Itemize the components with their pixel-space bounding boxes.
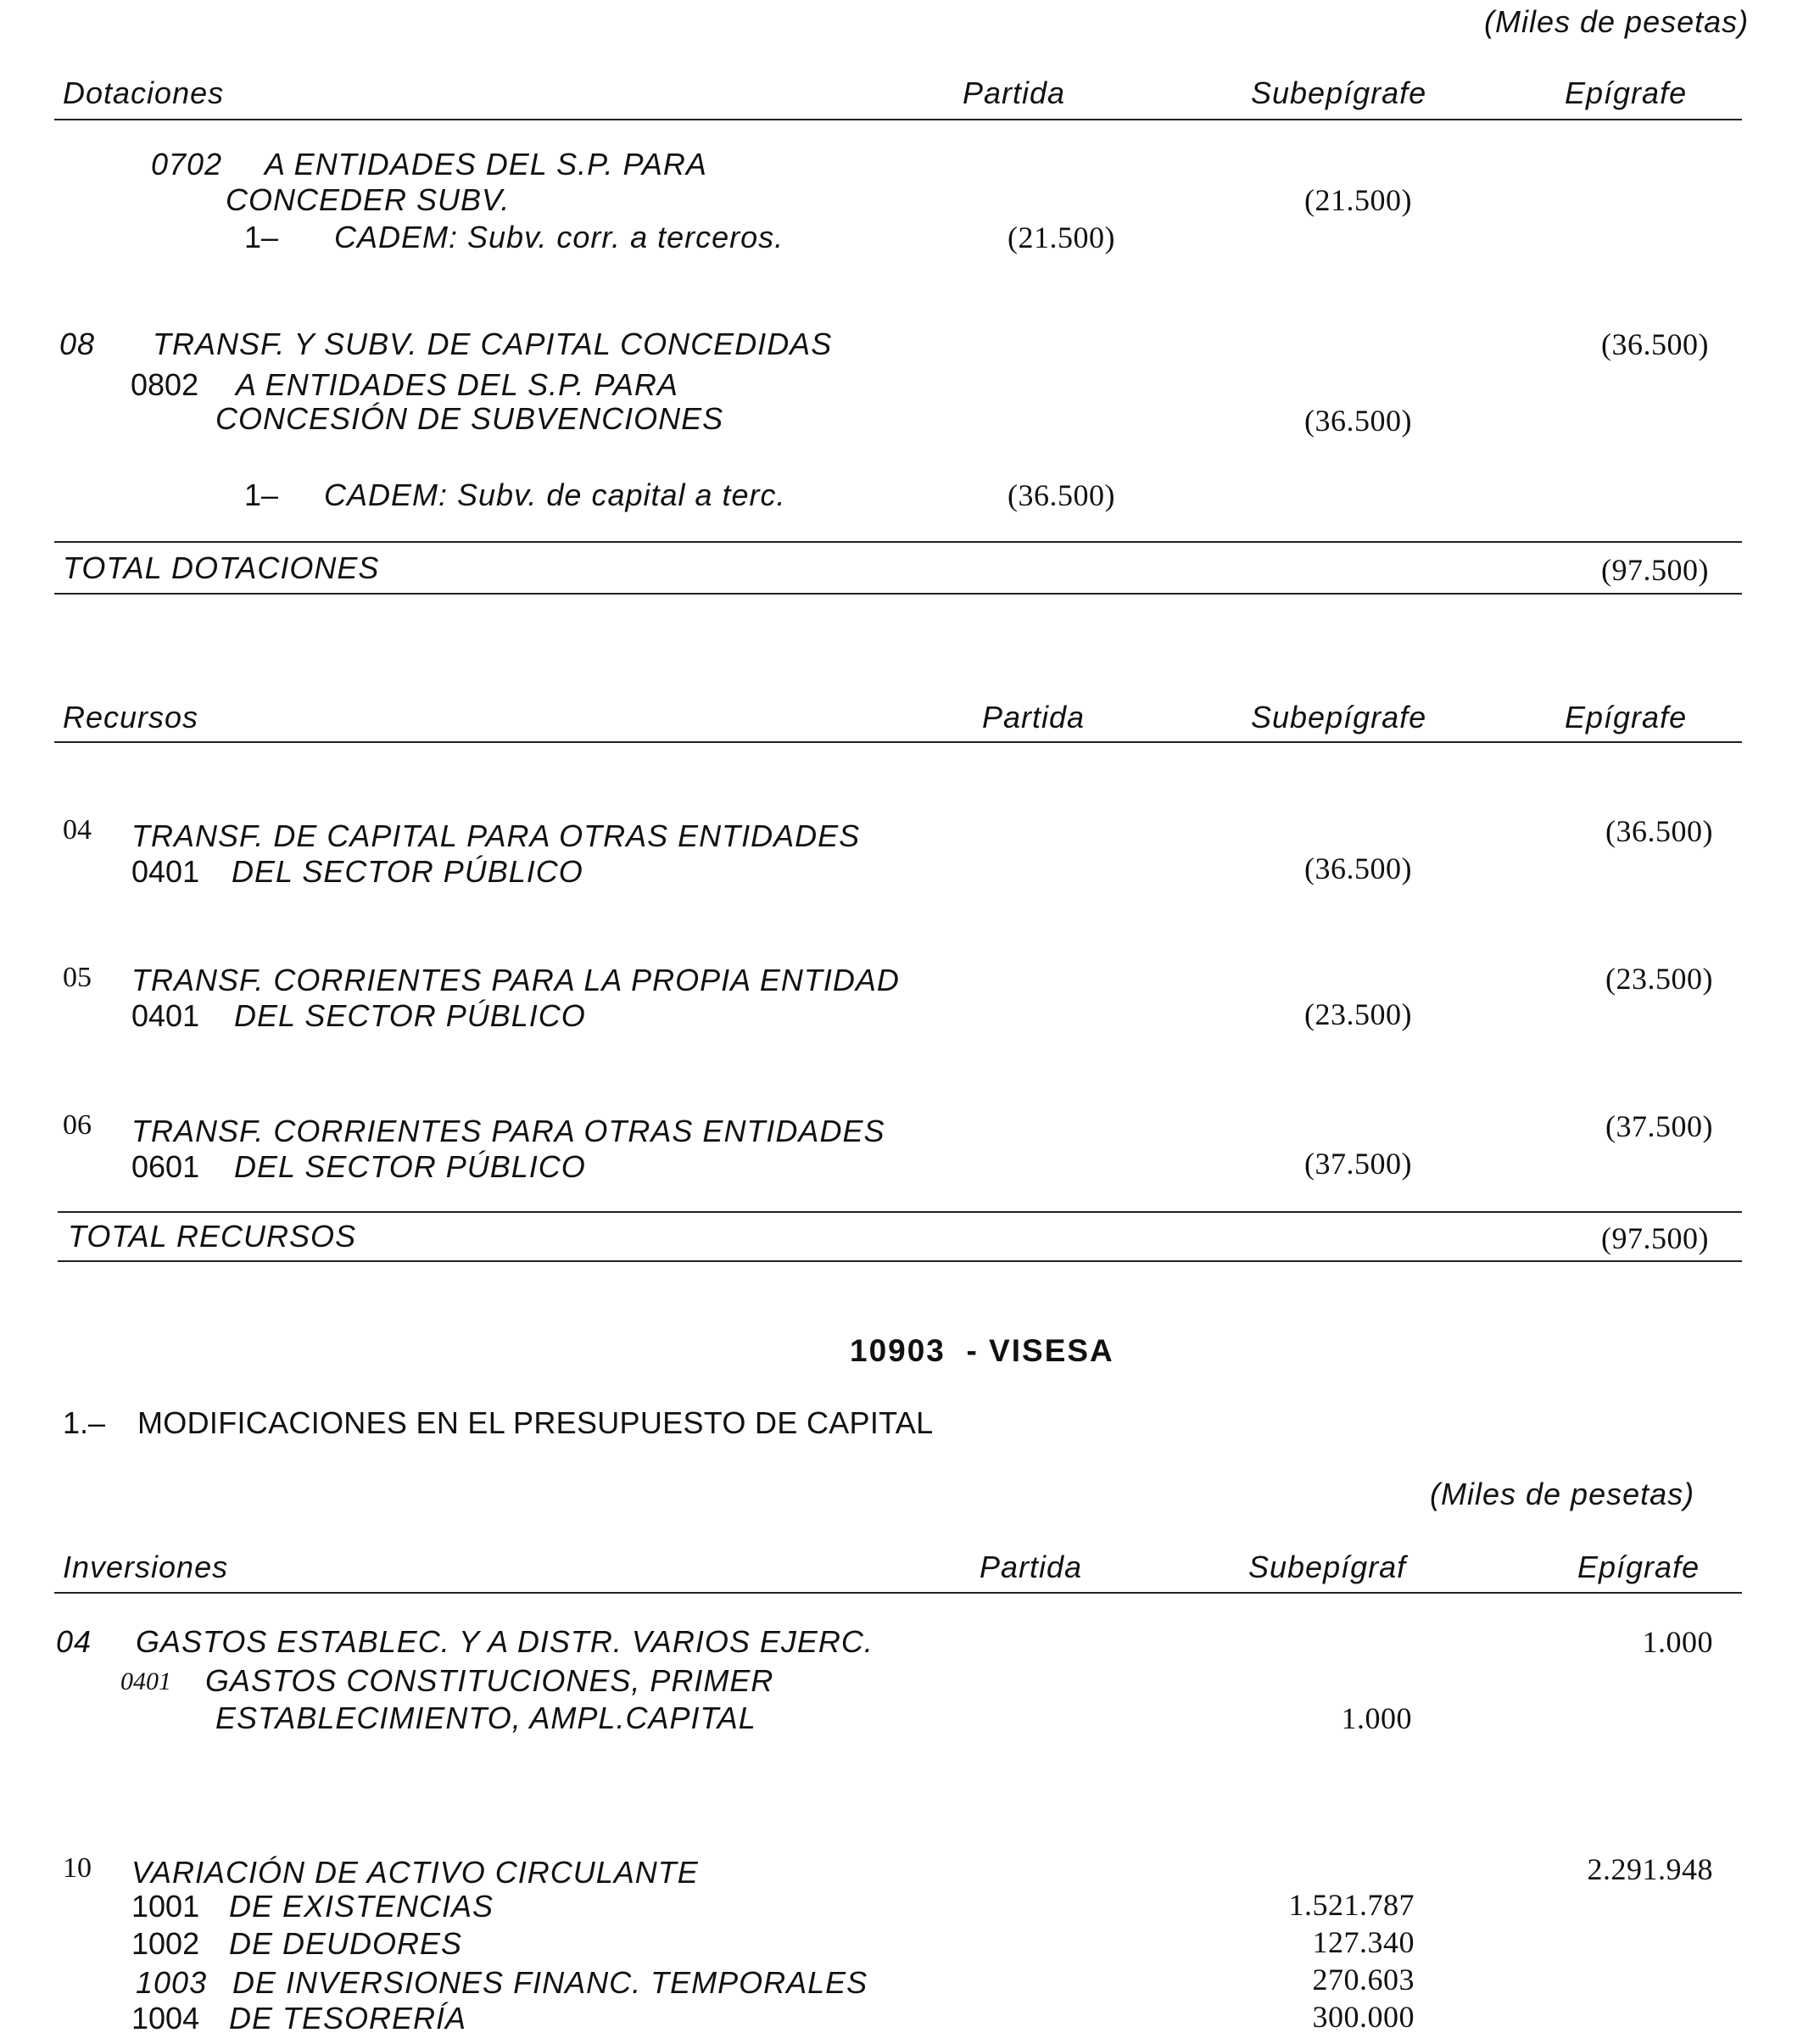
- subepigrafe-value: 270.603: [1312, 1963, 1415, 1997]
- row-label: CADEM: Subv. corr. a terceros.: [334, 220, 784, 254]
- row-code: 0802: [131, 367, 199, 402]
- item-code: 1002: [131, 1926, 200, 1961]
- partida-header: Partida: [980, 1550, 1083, 1584]
- epigrafe-header: Epígrafe: [1577, 1550, 1700, 1584]
- subepigrafe-value: 1.000: [1341, 1701, 1412, 1735]
- total-rule-top: [54, 541, 1742, 543]
- row-label: A ENTIDADES DEL S.P. PARA: [265, 147, 707, 182]
- subepigrafe-value: 300.000: [1312, 2000, 1415, 2034]
- row-code: 04: [63, 814, 92, 846]
- row-label: A ENTIDADES DEL S.P. PARA: [236, 367, 678, 402]
- row-label: TRANSF. Y SUBV. DE CAPITAL CONCEDIDAS: [153, 327, 833, 361]
- row-label: VARIACIÓN DE ACTIVO CIRCULANTE: [131, 1855, 699, 1890]
- sub-label-cont: ESTABLECIMIENTO, AMPL.CAPITAL: [215, 1701, 756, 1735]
- partida-value: (36.500): [1008, 478, 1115, 512]
- sub-label: DEL SECTOR PÚBLICO: [234, 998, 586, 1033]
- total-rule-top: [58, 1211, 1742, 1213]
- recursos-header: Recursos: [63, 700, 199, 734]
- item-label: DE TESORERÍA: [229, 2001, 467, 2036]
- item-label: DE EXISTENCIAS: [229, 1889, 494, 1924]
- sub-code: 0401: [120, 1667, 171, 1695]
- subepigrafe-header: Subepígraf: [1248, 1550, 1407, 1584]
- sub-label: DEL SECTOR PÚBLICO: [232, 854, 583, 889]
- total-dotaciones-label: TOTAL DOTACIONES: [63, 550, 380, 585]
- epigrafe-value: 1.000: [1642, 1625, 1713, 1659]
- epigrafe-value: 2.291.948: [1587, 1852, 1713, 1886]
- epigrafe-value: (37.500): [1605, 1109, 1713, 1143]
- item-code: 1001: [131, 1889, 200, 1924]
- subepigrafe-header: Subepígrafe: [1251, 75, 1427, 110]
- row-label: TRANSF. CORRIENTES PARA LA PROPIA ENTIDAD: [131, 963, 900, 997]
- sub-code: 0401: [131, 854, 200, 889]
- item-code: 1003: [136, 1965, 208, 2000]
- sub-code: 0401: [131, 998, 200, 1033]
- subepigrafe-value: 127.340: [1312, 1925, 1415, 1959]
- subepigrafe-value: (37.500): [1304, 1147, 1412, 1181]
- row-code: 10: [63, 1852, 92, 1884]
- row-label-cont: CONCESIÓN DE SUBVENCIONES: [215, 401, 724, 436]
- header-rule: [54, 119, 1742, 120]
- epigrafe-value: (36.500): [1605, 814, 1713, 848]
- row-code: 0702: [151, 147, 223, 182]
- row-code: 04: [56, 1624, 92, 1659]
- row-label: TRANSF. DE CAPITAL PARA OTRAS ENTIDADES: [131, 818, 861, 853]
- total-recursos-value: (97.500): [1601, 1221, 1709, 1255]
- row-label: CADEM: Subv. de capital a terc.: [324, 477, 786, 512]
- row-label: GASTOS ESTABLEC. Y A DISTR. VARIOS EJERC.: [136, 1624, 874, 1659]
- row-code: 05: [63, 962, 92, 993]
- subepigrafe-value: (21.500): [1304, 183, 1412, 217]
- inversiones-header: Inversiones: [63, 1550, 229, 1584]
- epigrafe-value: (36.500): [1601, 327, 1709, 361]
- item-label: DE DEUDORES: [229, 1926, 463, 1961]
- dotaciones-header: Dotaciones: [63, 75, 225, 110]
- header-rule: [54, 1592, 1742, 1594]
- subepigrafe-value: (36.500): [1304, 852, 1412, 885]
- subepigrafe-header: Subepígrafe: [1251, 700, 1427, 734]
- heading-text: MODIFICACIONES EN EL PRESUPUESTO DE CAPITAL: [137, 1405, 934, 1440]
- partida-header: Partida: [982, 700, 1086, 734]
- row-label-cont: CONCEDER SUBV.: [226, 182, 511, 217]
- epigrafe-header: Epígrafe: [1565, 75, 1688, 110]
- item-code: 1004: [131, 2001, 200, 2036]
- total-rule-bottom: [58, 1260, 1742, 1262]
- total-recursos-label: TOTAL RECURSOS: [68, 1219, 357, 1254]
- section-code: 10903: [850, 1333, 946, 1368]
- sub-code: 0601: [131, 1149, 200, 1184]
- row-code: 08: [59, 327, 96, 361]
- epigrafe-header: Epígrafe: [1565, 700, 1688, 734]
- subepigrafe-value: (23.500): [1304, 997, 1412, 1031]
- epigrafe-value: (23.500): [1605, 962, 1713, 996]
- sub-label: DEL SECTOR PÚBLICO: [234, 1149, 586, 1184]
- row-label: TRANSF. CORRIENTES PARA OTRAS ENTIDADES: [131, 1114, 885, 1148]
- total-rule-bottom: [54, 593, 1742, 595]
- row-code: 1–: [244, 477, 279, 512]
- units-label: (Miles de pesetas): [1430, 1477, 1695, 1511]
- units-label: (Miles de pesetas): [1484, 4, 1750, 39]
- section-name: - VISESA: [966, 1333, 1114, 1368]
- subepigrafe-value: (36.500): [1304, 404, 1412, 438]
- row-code: 1–: [244, 220, 279, 254]
- item-label: DE INVERSIONES FINANC. TEMPORALES: [232, 1965, 868, 2000]
- partida-value: (21.500): [1008, 221, 1115, 254]
- header-rule: [54, 741, 1742, 743]
- partida-header: Partida: [963, 75, 1066, 110]
- row-code: 06: [63, 1109, 92, 1141]
- subepigrafe-value: 1.521.787: [1288, 1888, 1415, 1922]
- section-title: [850, 1335, 1114, 1366]
- heading-number: 1.–: [63, 1405, 106, 1440]
- sub-label: GASTOS CONSTITUCIONES, PRIMER: [205, 1663, 774, 1698]
- total-dotaciones-value: (97.500): [1601, 553, 1709, 587]
